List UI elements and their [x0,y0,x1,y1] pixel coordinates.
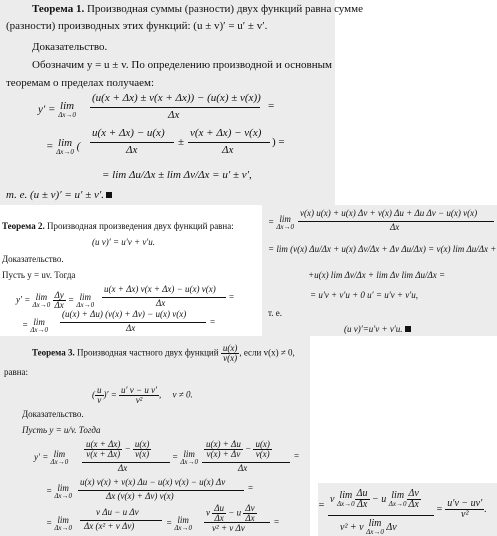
theorem-3-l1-mid: = lim Δx→0 [172,449,199,466]
theorem-1-title: Теорема 1. [32,3,85,15]
theorem-3-l1-eq: = [294,451,300,461]
theorem-3-l3-den-b: v² + v Δv [212,523,245,533]
theorem-2-eq2-lhs: = lim Δx→0 [22,317,49,334]
theorem-3-formula: ( $\frac{u}{v}$ )′ = $\frac{\text{u′ v − u v′}}{\text{v²}}$ , v ≠ 0. [92,385,193,405]
theorem-3-l2-den: Δx (v(x) + Δv) v(x) [106,491,174,501]
theorem-2-r1-num: v(x) u(x) + u(x) Δv + v(x) Δu + Δu Δv − u(x) v(x) [300,208,478,218]
theorem-3-l3-lhs: = lim Δx→0 [46,515,73,532]
theorem-2-left-block [0,208,238,336]
theorem-1-block [0,0,363,205]
theorem-3-l1-den-a: Δx [118,463,128,473]
theorem-3-final-eq: = [318,500,325,511]
theorem-1-eq1-denominator: Δx [168,109,180,121]
theorem-3-equal: равна: [4,367,29,377]
theorem-2-right-block [262,205,497,336]
theorem-1-proof-label: Доказательство. [32,41,108,53]
theorem-1-eq2-bar-b [188,142,270,143]
theorem-3-final-den: v² + v lim Δx→0 Δv [340,518,397,536]
theorem-3-uv-fraction: $\frac{u(x)}{v(x)}$ [222,343,238,363]
theorem-1-eq2-num-b: v(x + Δx) − v(x) [190,127,262,139]
theorem-2-eq1-lhs: y′ = lim Δx→0 $\frac{\Delta y}{\Delta x}$ = lim Δx→0 [16,290,95,310]
theorem-1-eq2-lhs: = lim Δx→0 ( [46,137,81,156]
theorem-1-denote: Обозначим y = u ± v. По определению производной и основным [32,59,332,71]
theorem-2-eq2-eq: = [210,317,216,327]
theorem-2-te: т. е. [268,308,283,318]
theorem-1-statement: Теорема 1. Производная суммы (разности) двух функций равна сумме [32,3,363,15]
theorem-3-l1-lhs: y′ = lim Δx→0 [34,449,69,466]
theorem-2-eq1-eq: = [229,292,235,302]
theorem-3-let: Пусть y = u/v. Тогда [22,425,101,435]
theorem-3-block [0,336,310,536]
theorem-1-eq1-lhs: y′ = lim Δx→0 [38,100,76,119]
theorem-3-l1-frac-b: $\frac{u(x) + \Delta u}{v(x) + \Delta v}$ − $\frac{u(x)}{v(x)}$ [206,439,270,459]
theorem-3-l3-num-b: v $\frac{\Delta u}{\Delta x}$ − u $\frac{\Delta v}{\Delta x}$ [206,503,255,523]
theorem-1-eq3: = lim Δu/Δx ± lim Δv/Δx = u′ ± v′, [102,169,252,181]
theorem-2-statement: Теорема 2. Производная произведения двух функций равна: [2,221,234,231]
theorem-2-title: Теорема 2. [2,221,45,231]
theorem-2-eq2-num: (u(x) + Δu) (v(x) + Δv) − u(x) v(x) [62,309,187,319]
theorem-1-statement-cont: (разности) производных этих функций: (u ± v)′ = u′ ± v′. [6,20,268,32]
theorem-3-final-block [318,483,497,536]
theorem-3-l3-den-a: Δx (x² + v Δv) [84,521,135,531]
theorem-2-proof-label: Доказательство. [2,254,64,264]
theorem-3-l2-lhs: = lim Δx→0 [46,483,73,500]
theorem-2-eq1-den: Δx [156,298,166,308]
theorem-3-statement: Теорема 3. Производная частного двух функций $\frac{u(x)}{v(x)}$ , если v(x) ≠ 0, [32,343,295,363]
theorem-2-r2: = lim (v(x) Δu/Δx + u(x) Δv/Δx + Δv Δu/Δx) = v(x) lim Δu/Δx + [268,244,497,254]
theorem-3-proof-label: Доказательство. [22,409,84,419]
theorem-3-l3-mid: = lim Δx→0 [166,515,193,532]
theorem-3-l3-eq: = [274,517,280,527]
theorem-1-eq1-equals: = [268,100,275,112]
theorem-3-l2-num: u(x) v(x) + v(x) Δu − u(x) v(x) − u(x) Δv [80,477,226,487]
theorem-1-eq2-pm: ± [178,136,185,148]
theorem-1-eq2-close: ) = [272,136,285,148]
theorem-3-l1-den-b: Δx [238,463,248,473]
theorem-3-final-num: v lim Δx→0 $\frac{\Delta u}{\Delta x}$ − u lim Δx→0 $\frac{\Delta v}{\Delta x}$ [330,488,419,510]
theorem-2-formula: (u v)′ = u′v + v′u. [92,237,156,247]
theorem-2-r1-lhs: = lim Δx→0 [268,214,295,231]
theorem-1-eq1-fraction-bar [90,107,260,108]
theorem-1-eq2-num-a: u(x + Δx) − u(x) [92,127,165,139]
theorem-1-eq2-den-b: Δx [222,144,234,156]
theorem-2-r1-den: Δx [390,222,400,232]
theorem-2-r3: +u(x) lim Δv/Δx + lim Δv lim Δu/Δx = [308,270,446,280]
theorem-2-eq1-num: u(x + Δx) v(x + Δx) − u(x) v(x) [104,284,216,294]
theorem-2-let: Пусть y = uv. Тогда [2,270,76,280]
theorem-1-denote-cont: теоремам о пределах получаем: [6,77,155,89]
theorem-3-title: Теорема 3. [32,347,75,358]
theorem-2-eq2-den: Δx [126,323,136,333]
qed-mark [405,326,411,332]
theorem-3-l1-frac-a: $\frac{u(x + \Delta x)}{v(x + \Delta x)}$ − $\frac{u(x)}{v(x)}$ [86,439,150,459]
theorem-1-eq1-numerator: (u(x + Δx) ± v(x + Δx)) − (u(x) ± v(x)) [92,92,261,104]
theorem-3-l3-num-a: v Δu − u Δv [96,507,139,517]
theorem-2-r4: = u′v + v′u + 0 u′ = u′v + v′u, [310,290,418,300]
theorem-1-eq2-bar-a [90,142,174,143]
theorem-2-result: (u v)′=u′v + v′u. [344,325,411,334]
theorem-3-final-bar [328,515,434,516]
theorem-3-final-rhs: = $\frac{u'v - uv'}{\text{v²}}$ . [436,498,487,520]
qed-mark [106,192,112,198]
theorem-3-l2-eq: = [248,483,254,493]
theorem-1-conclusion: т. е. (u ± v)′ = u′ ± v′. [6,190,112,201]
theorem-1-eq2-den-a: Δx [126,144,138,156]
